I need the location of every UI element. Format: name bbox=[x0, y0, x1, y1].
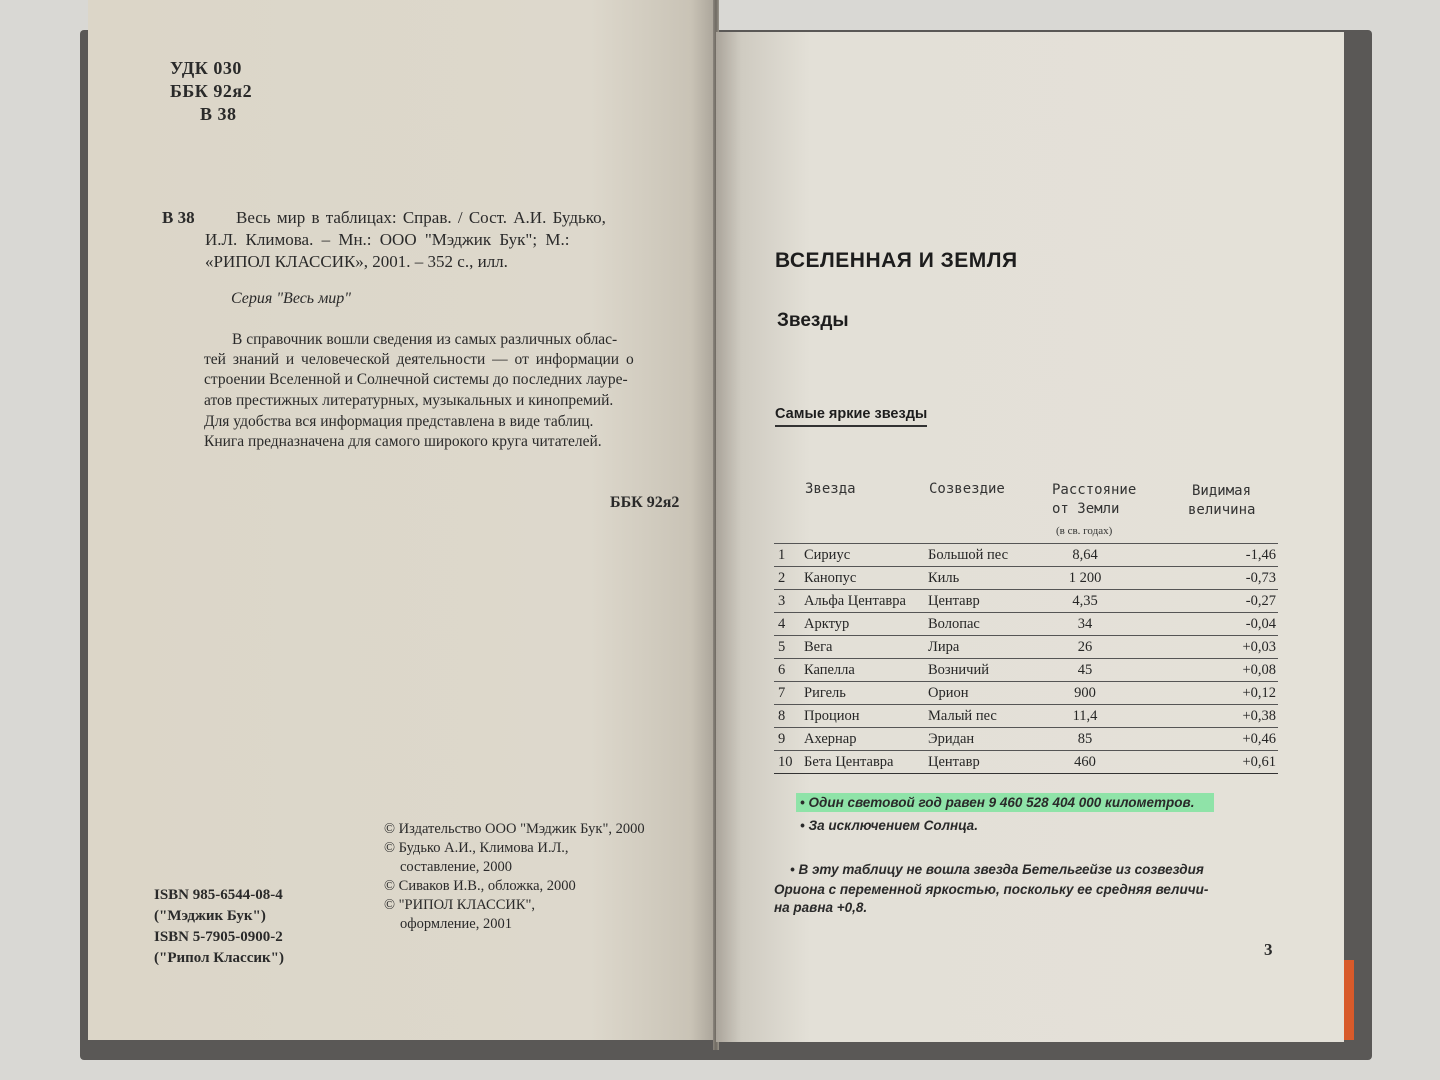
cover-edge-red bbox=[1344, 960, 1354, 1040]
row-number: 9 bbox=[778, 730, 786, 747]
note-betelgeuse-line: • В эту таблицу не вошла звезда Бетельгейзе из созвездия bbox=[790, 862, 1204, 877]
distance-value: 45 bbox=[1077, 661, 1093, 678]
note-light-year bbox=[796, 793, 1214, 813]
biblio-line: Весь мир в таблицах: Справ. / Сост. А.И. Будько, bbox=[236, 208, 606, 227]
series-line: Серия "Весь мир" bbox=[231, 290, 352, 307]
copyright-line: © Издательство ООО "Мэджик Бук", 2000 bbox=[384, 821, 645, 837]
table-row bbox=[774, 613, 1278, 636]
star-name: Альфа Центавра bbox=[804, 592, 906, 609]
highlighted-note: • Один световой год равен 9 460 528 404 000 километров. bbox=[796, 793, 1214, 812]
star-name: Арктур bbox=[804, 615, 850, 632]
bbk-code: ББК 92я2 bbox=[170, 81, 253, 101]
abstract-line: атов престижных литературных, музыкальных и кинопремий. bbox=[204, 392, 614, 409]
copyright-line: составление, 2000 bbox=[400, 859, 512, 875]
magnitude-value: -1,46 bbox=[1245, 546, 1276, 563]
abstract-line: В справочник вошли сведения из самых различных облас- bbox=[232, 331, 618, 348]
distance-value: 460 bbox=[1074, 753, 1096, 770]
row-number: 1 bbox=[778, 546, 786, 563]
header-star: Звезда bbox=[805, 481, 856, 497]
constellation-name: Возничий bbox=[928, 661, 989, 678]
magnitude-value: +0,08 bbox=[1242, 661, 1276, 678]
constellation-name: Центавр bbox=[928, 592, 980, 609]
copyright-line: оформление, 2001 bbox=[400, 916, 512, 932]
author-mark: В 38 bbox=[200, 104, 237, 124]
magnitude-value: -0,27 bbox=[1245, 592, 1276, 609]
row-number: 3 bbox=[778, 592, 786, 609]
distance-value: 26 bbox=[1077, 638, 1093, 655]
constellation-name: Орион bbox=[928, 684, 969, 701]
star-name: Вега bbox=[804, 638, 833, 655]
magnitude-value: -0,73 bbox=[1245, 569, 1276, 586]
distance-value: 8,64 bbox=[1072, 546, 1098, 563]
constellation-name: Малый пес bbox=[928, 707, 997, 724]
table-row bbox=[774, 544, 1278, 567]
row-number: 2 bbox=[778, 569, 786, 586]
isbn-line: ISBN 985-6544-08-4 bbox=[154, 887, 283, 903]
biblio-line: «РИПОЛ КЛАССИК», 2001. – 352 с., илл. bbox=[205, 252, 508, 271]
star-name: Ригель bbox=[804, 684, 846, 701]
constellation-name: Волопас bbox=[928, 615, 980, 632]
table-title: Самые яркие звезды bbox=[775, 406, 927, 427]
magnitude-value: +0,61 bbox=[1242, 753, 1276, 770]
constellation-name: Эридан bbox=[928, 730, 975, 747]
star-name: Сириус bbox=[804, 546, 851, 563]
header-constellation: Созвездие bbox=[929, 481, 1005, 497]
biblio-line: И.Л. Климова. – Мн.: ООО "Мэджик Бук"; М.: bbox=[205, 230, 570, 249]
abstract-line: Для удобства вся информация представлена в виде таблиц. bbox=[204, 413, 594, 430]
magnitude-value: +0,03 bbox=[1242, 638, 1276, 655]
header-distance: Расстояние bbox=[1052, 482, 1137, 498]
magnitude-value: -0,04 bbox=[1245, 615, 1276, 632]
row-number: 5 bbox=[778, 638, 786, 655]
isbn-line: ("Мэджик Бук") bbox=[154, 908, 266, 924]
distance-value: 34 bbox=[1077, 615, 1093, 632]
star-name: Ахернар bbox=[804, 730, 857, 747]
section-title: ВСЕЛЕННАЯ И ЗЕМЛЯ bbox=[775, 249, 1018, 272]
bbk-bottom: ББК 92я2 bbox=[610, 494, 680, 511]
abstract-line: тей знаний и человеческой деятельности — от информации о bbox=[204, 351, 634, 368]
brightest-stars-table bbox=[774, 543, 1278, 774]
distance-value: 1 200 bbox=[1068, 569, 1102, 586]
constellation-name: Лира bbox=[928, 638, 960, 655]
constellation-name: Большой пес bbox=[928, 546, 1009, 563]
distance-value: 11,4 bbox=[1072, 707, 1098, 724]
distance-value: 85 bbox=[1077, 730, 1093, 747]
header-magnitude: Видимая bbox=[1192, 483, 1252, 499]
table-row bbox=[774, 567, 1278, 590]
table-row bbox=[774, 590, 1278, 613]
table-row bbox=[774, 728, 1278, 751]
page-number: 3 bbox=[1264, 940, 1273, 959]
magnitude-value: +0,38 bbox=[1242, 707, 1276, 724]
biblio-code: В 38 bbox=[162, 208, 195, 227]
star-name: Канопус bbox=[804, 569, 857, 586]
isbn-line: ("Рипол Классик") bbox=[154, 950, 284, 966]
subsection-title: Звезды bbox=[777, 310, 849, 331]
row-number: 7 bbox=[778, 684, 786, 701]
note-betelgeuse-line: Ориона с переменной яркостью, поскольку ее средняя величи- bbox=[774, 882, 1209, 897]
constellation-name: Киль bbox=[928, 569, 960, 586]
abstract-line: Книга предназначена для самого широкого круга читателей. bbox=[204, 433, 602, 450]
constellation-name: Центавр bbox=[928, 753, 980, 770]
table-row bbox=[774, 751, 1278, 774]
table-row bbox=[774, 636, 1278, 659]
isbn-line: ISBN 5-7905-0900-2 bbox=[154, 929, 283, 945]
abstract-line: строении Вселенной и Солнечной системы до последних лауре- bbox=[204, 371, 628, 388]
table-row bbox=[774, 705, 1278, 728]
row-number: 4 bbox=[778, 615, 786, 632]
note-betelgeuse-line: на равна +0,8. bbox=[774, 900, 868, 915]
table-row bbox=[774, 659, 1278, 682]
distance-value: 4,35 bbox=[1072, 592, 1098, 609]
row-number: 8 bbox=[778, 707, 786, 724]
star-name: Процион bbox=[804, 707, 860, 724]
row-number: 10 bbox=[778, 753, 793, 770]
star-name: Капелла bbox=[804, 661, 855, 678]
magnitude-value: +0,12 bbox=[1242, 684, 1276, 701]
header-distance-2: от Земли bbox=[1052, 501, 1120, 517]
udk-code: УДК 030 bbox=[170, 58, 242, 78]
header-magnitude-2: величина bbox=[1188, 502, 1256, 518]
distance-value: 900 bbox=[1074, 684, 1096, 701]
copyright-line: © Будько А.И., Климова И.Л., bbox=[384, 840, 569, 856]
copyright-line: © "РИПОЛ КЛАССИК", bbox=[384, 897, 536, 913]
header-distance-note: (в св. годах) bbox=[1056, 525, 1113, 537]
row-number: 6 bbox=[778, 661, 786, 678]
star-name: Бета Центавра bbox=[804, 753, 894, 770]
note-except-sun: • За исключением Солнца. bbox=[800, 818, 978, 833]
table-row bbox=[774, 682, 1278, 705]
magnitude-value: +0,46 bbox=[1242, 730, 1276, 747]
copyright-line: © Сиваков И.В., обложка, 2000 bbox=[384, 878, 576, 894]
